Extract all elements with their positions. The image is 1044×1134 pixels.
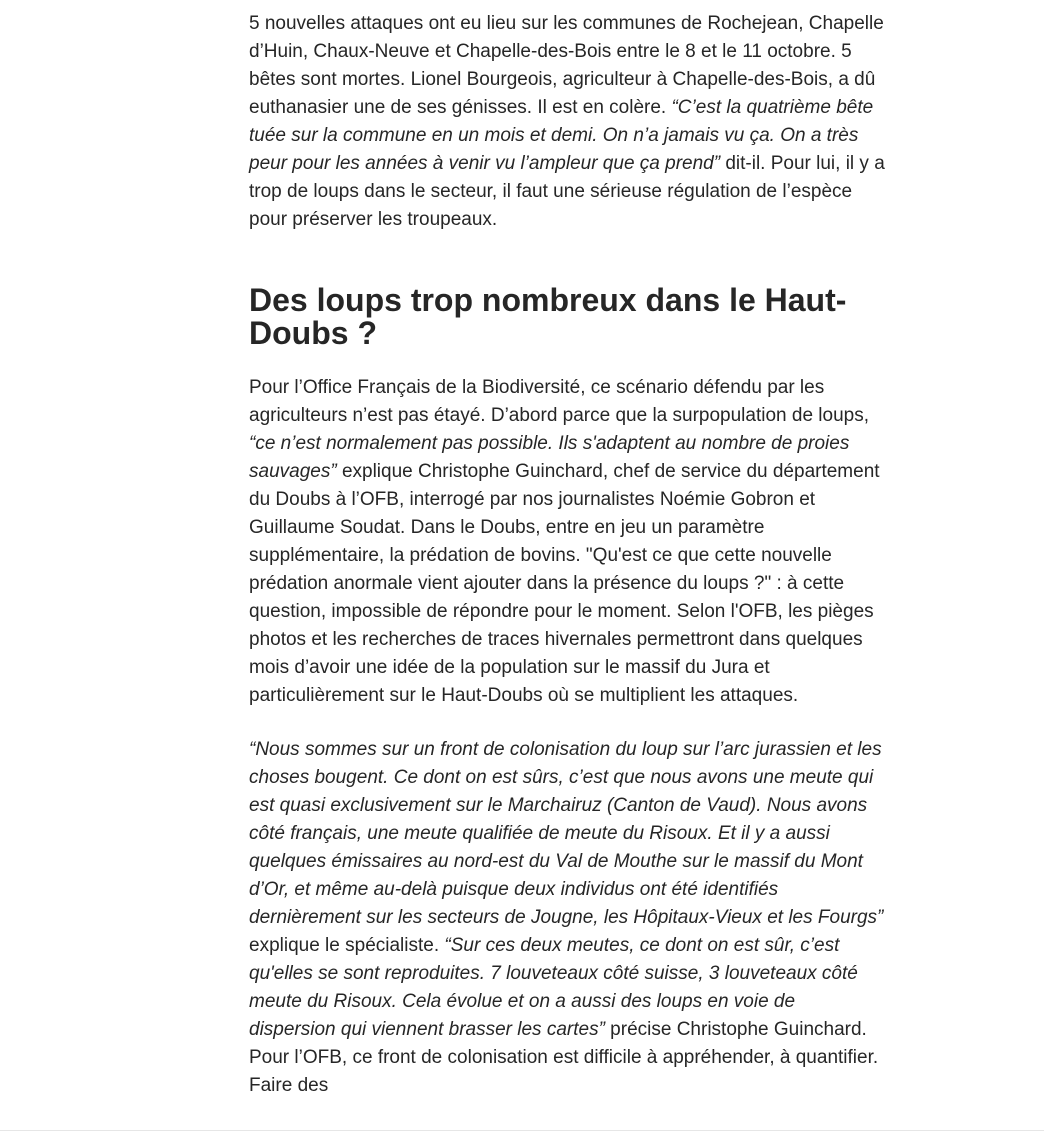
paragraph-text: dit-il. Pour lui, il y a trop de loups dans le secteur, il faut une sérieuse régulation de l’espèce pour préserver les troupeaux. (249, 153, 885, 230)
quote-front: “Nous sommes sur un front de colonisation du loup sur l’arc jurassien et les choses bougent. Ce dont on est sûrs, c’est que nous avons une meute qui est quasi exclusivement sur le Marchairuz (Canton de Vaud). Nous avons côté français, une meute qualifiée de meute du Risoux. Et il y a aussi quelques émissaires au nord-est du Val de Mouthe sur le massif du Mont d’Or, et même au-delà puisque deux individus ont été identifiés dernièrement sur les secteurs de Jougne, les Hôpitaux-Vieux et les Fourgs” (249, 739, 884, 928)
paragraph-colonisation (249, 736, 885, 1100)
paragraph-text: explique Christophe Guinchard, chef de service du département du Doubs à l’OFB, interrogé par nos journalistes Noémie Gobron et Guillaume Soudat. Dans le Doubs, entre en jeu un paramètre supplémentaire, la prédation de bovins. "Qu'est ce que cette nouvelle prédation anormale vient ajouter dans la présence du loups ?" : à cette question, impossible de répondre pour le moment. Selon l'OFB, les pièges photos et les recherches de traces hivernales permettront dans quelques mois d’avoir une idée de la population sur le massif du Jura et particulièrement sur le Haut-Doubs où se multiplient les attaques. (249, 461, 880, 706)
paragraph-text: explique le spécialiste. (249, 935, 445, 956)
article-body (249, 10, 885, 1100)
section-heading: Des loups trop nombreux dans le Haut-Doubs ? (249, 282, 847, 351)
quote-packs: “Sur ces deux meutes, ce dont on est sûr, c’est qu'elles se sont reproduites. 7 louveteaux côté suisse, 3 louveteaux côté meute du Risoux. Cela évolue et on a aussi des loups en voie de dispersion qui viennent brasser les cartes” (249, 935, 858, 1040)
quote-guinchard: “ce n’est normalement pas possible. Ils s'adaptent au nombre de proies sauvages” (249, 433, 850, 482)
paragraph-text: précise Christophe Guinchard. Pour l’OFB, ce front de colonisation est difficile à appréhender, à quantifier. Faire des (249, 1019, 879, 1096)
paragraph-ofb (249, 374, 885, 710)
paragraph-text: Pour l’Office Français de la Biodiversité, ce scénario défendu par les agriculteurs n’est pas étayé. D’abord parce que la surpopulation de loups, (249, 377, 869, 426)
paragraph-attacks (249, 10, 885, 234)
quote-farmer: “C’est la quatrième bête tuée sur la commune en un mois et demi. On n’a jamais vu ça. On a très peur pour les années à venir vu l’ampleur que ça prend” (249, 97, 874, 174)
divider (0, 1130, 1044, 1131)
paragraph-text: 5 nouvelles attaques ont eu lieu sur les communes de Rochejean, Chapelle d’Huin, Chaux-Neuve et Chapelle-des-Bois entre le 8 et le 11 octobre. 5 bêtes sont mortes. Lionel Bourgeois, agriculteur à Chapelle-des-Bois, a dû euthanasier une de ses génisses. Il est en colère. (249, 13, 884, 118)
